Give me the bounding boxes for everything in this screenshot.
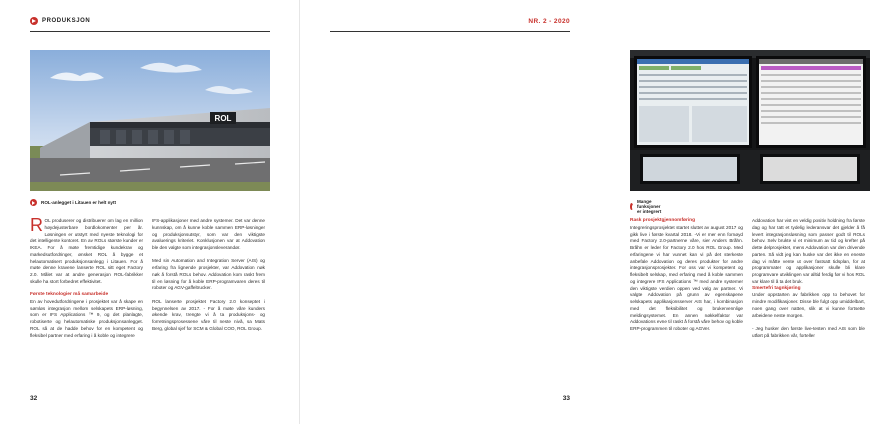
left-column-1 [30, 215, 143, 339]
building-sign: ROL [214, 114, 232, 123]
paragraph: Integreringsprosjektet startet sluttet av august 2017 og gikk live i første kvartal 2018. -Vi er mer enn fornøyd med Factory 2.0-partnerne våre, sier Anders Bråhn. Bråhn er leder for Factory 2.0 hos ROL Group. Med erfaringene vi har vunnet kan vi på det sterkeste anbefale Addovation og deres produkter for andre integrasjonsprosjekter. For oss var vi kompetent og fleksibelt selskap, med erfaring med å koble sammen og integrere IFS Applications ™ med andre systemer den viktigste verdien oppen ved valg av partner. Vi valgte Addovation på grunn av egenskapene selskapets applikasjonsserver AIS har, i kombinasjon med det fleksibilitet og brukervennlige meldingsystemet. En annen nøkkelfaktor var Addovations evne til raskt å forstå våre behov og koble ERP-programmen til roboter og AGVer. [630, 224, 743, 331]
monitors-photo [630, 50, 870, 191]
factory-building-illustration [30, 50, 270, 191]
subheading: Første teknologier må samarbeide [30, 292, 109, 298]
subheading: Rask prosjektgjennomføring [630, 218, 696, 223]
paragraph: - Jeg husker den første live-testen med AIS som ble utført på fabrikken vår, forteller [752, 325, 865, 338]
factory-building-photo [30, 50, 270, 191]
paragraph: ROL lanserte prosjektet Factory 2.0 konseptet i begynnelsen av 2017. - For å møte våre kunders økende krav, trengte vi å ta produksjons- og forretningsprosessene våre til neste nivå, sa Mats Berg, global sjef for SCM & Global COO, ROL Group. [152, 298, 265, 331]
left-column-2 [152, 218, 265, 333]
paragraph: En av hovedutfordringene i prosjektet var å skape en sømløs integrasjon mellom selskapets ERP-løsning, som er IFS Applications ™ 9, og det planlagte, robotiserte og helautomatiske produksjonsanlegget. ROL så at de hadde behov for en kompetent og fleksibel partner med erfaring i å koble og integrere [30, 298, 143, 338]
left-header-rule [30, 31, 270, 32]
intro-paragraph [30, 215, 143, 286]
caption-arrow-icon [30, 199, 37, 206]
left-caption-text: ROL-anlegget i Litauen er helt nytt [41, 200, 117, 205]
subheading: Smertefri tagnkjøring [752, 285, 801, 291]
right-column-1 [630, 218, 743, 333]
caption-arrow-icon [630, 203, 633, 210]
right-header [330, 14, 570, 28]
paragraph: Med sin Automation and Integration Server (AIS) og erfaring fra lignende prosjekter, var Addovation nøk nøk å forstå ROLs behov. Addovation kom raskt frem til en løsning for å koble ERP-programvaren deres til roboter og AGV-gaffeltrucker. [152, 258, 265, 291]
left-header [30, 14, 270, 28]
intro-text: OL produserer og distribuerer om lag en million høydejusterbare bordlokomenter per år. Løsningen er utstyrt med nyeste teknologi for det intelligente kontoret. En av ROLs største kunder er IKEA. For å møte fremtidige kundekrav og markedsutfordringer, ønsket ROL å bygge et helautomatisert produksjonsanlegg i Litauen. For å møte denne kravene lanserte ROL sitt eget Factory 2.0. Målet var at andre generasjon ROL-fabrikker skulle ha stort forbedret effektivitet. [30, 218, 143, 284]
section-label [30, 17, 90, 25]
arrow-bullet-icon [30, 17, 38, 25]
page-number: 33 [562, 395, 570, 402]
section-label-text: PRODUKSJON [42, 18, 91, 24]
right-photo-caption [630, 199, 664, 214]
paragraph: IFS-applikasjoner med andre systemer. Det var denne kunnskap, om å kunne koble sammen ERP-løsninger og produksjonsutstyr, som var den viktigste avaluerings kriteriet. Konklusjonen var at Addovation ble den valgte som integrasjonsleverandør. [152, 218, 265, 250]
paragraph: Addovation har vist en veldig positiv holdning fra første dag og har tatt et tydelig lederansvar det gjelder å få levert integrasjonsløsning som passer godt til ROLs behov. Selv brukte vi et minimum av tid og krefter på dette delprosjektet, mens Addovation var den drivende parten. Så vidt jeg kan huske var det ikke en eneste dag vi måtte vente ut over fastsatt tidsplan, for at programmater og applikasjoner skulle bli klare programvare utviklingen var alltid ferdig før vi hos ROL var klare til å ta det bruk. [752, 218, 865, 284]
right-column-2 [752, 218, 865, 339]
right-caption-text: Mange funksjoner er integrert [636, 199, 662, 214]
page-number: 32 [30, 395, 38, 402]
drop-cap: R [30, 215, 43, 235]
right-page [300, 0, 865, 424]
right-header-rule [330, 31, 570, 32]
left-page [0, 0, 300, 424]
left-photo-caption [30, 199, 116, 206]
paragraph: Under oppstarten av fabrikken opp to behovet for mindre modifikasjoner. Disse ble fulgt opp umiddelbart, noen gang over natten, slik at vi kunne fortsette arbeidene neste morgen. [752, 292, 865, 318]
monitors-illustration [630, 50, 870, 191]
issue-label: NR. 2 - 2020 [528, 17, 570, 25]
